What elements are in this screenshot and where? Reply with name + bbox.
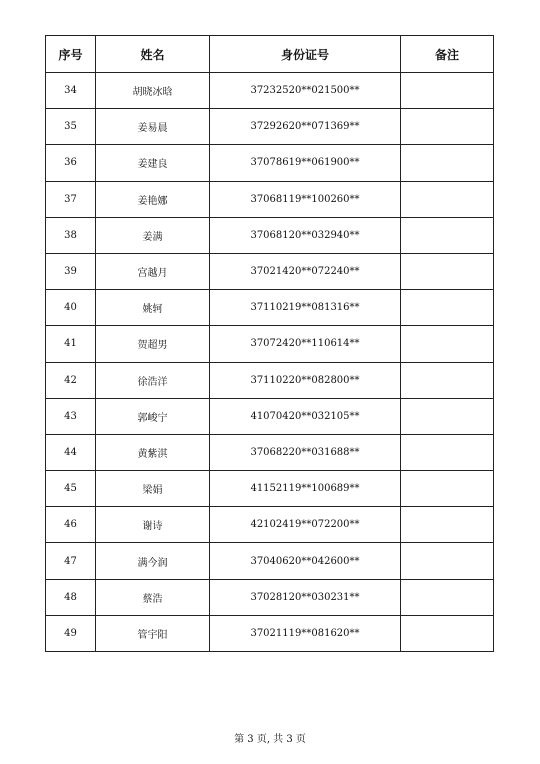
cell-serial-number: 35	[46, 109, 96, 145]
cell-id-number: 37078619**061900**	[210, 145, 401, 181]
cell-remarks	[401, 507, 494, 543]
cell-id-number: 37292620**071369**	[210, 109, 401, 145]
table-row	[46, 253, 494, 289]
table-row	[46, 326, 494, 362]
roster-table	[45, 35, 494, 652]
cell-remarks	[401, 109, 494, 145]
table-row	[46, 73, 494, 109]
cell-name: 徐浩洋	[96, 362, 210, 398]
cell-id-number: 42102419**072200**	[210, 507, 401, 543]
header-id-number: 身份证号	[210, 36, 401, 73]
cell-serial-number: 40	[46, 290, 96, 326]
cell-remarks	[401, 217, 494, 253]
cell-serial-number: 45	[46, 471, 96, 507]
table-row	[46, 398, 494, 434]
cell-name: 谢诗	[96, 507, 210, 543]
cell-remarks	[401, 434, 494, 470]
cell-serial-number: 37	[46, 181, 96, 217]
cell-name: 梁娟	[96, 471, 210, 507]
cell-id-number: 37068119**100260**	[210, 181, 401, 217]
cell-remarks	[401, 471, 494, 507]
header-remarks: 备注	[401, 36, 494, 73]
cell-id-number: 37072420**110614**	[210, 326, 401, 362]
cell-remarks	[401, 398, 494, 434]
cell-remarks	[401, 326, 494, 362]
table-row	[46, 615, 494, 651]
cell-remarks	[401, 290, 494, 326]
cell-remarks	[401, 615, 494, 651]
cell-name: 姜易晨	[96, 109, 210, 145]
cell-remarks	[401, 145, 494, 181]
cell-name: 姜建良	[96, 145, 210, 181]
cell-name: 黄紫淇	[96, 434, 210, 470]
cell-id-number: 37232520**021500**	[210, 73, 401, 109]
table-body	[46, 73, 494, 652]
cell-serial-number: 39	[46, 253, 96, 289]
cell-id-number: 37110220**082800**	[210, 362, 401, 398]
table-row	[46, 434, 494, 470]
table-row	[46, 579, 494, 615]
cell-id-number: 41070420**032105**	[210, 398, 401, 434]
cell-remarks	[401, 253, 494, 289]
cell-name: 姜满	[96, 217, 210, 253]
cell-serial-number: 44	[46, 434, 96, 470]
table-row	[46, 181, 494, 217]
cell-serial-number: 41	[46, 326, 96, 362]
cell-id-number: 37021420**072240**	[210, 253, 401, 289]
table-row	[46, 543, 494, 579]
table-row	[46, 145, 494, 181]
cell-serial-number: 48	[46, 579, 96, 615]
cell-serial-number: 36	[46, 145, 96, 181]
cell-remarks	[401, 362, 494, 398]
cell-serial-number: 46	[46, 507, 96, 543]
cell-name: 满今润	[96, 543, 210, 579]
header-serial-number: 序号	[46, 36, 96, 73]
cell-serial-number: 42	[46, 362, 96, 398]
table-row	[46, 109, 494, 145]
cell-id-number: 37068120**032940**	[210, 217, 401, 253]
cell-serial-number: 43	[46, 398, 96, 434]
cell-remarks	[401, 579, 494, 615]
cell-name: 贺超男	[96, 326, 210, 362]
cell-name: 胡晓冰晗	[96, 73, 210, 109]
cell-serial-number: 49	[46, 615, 96, 651]
cell-name: 姚轲	[96, 290, 210, 326]
table-row	[46, 362, 494, 398]
table-row	[46, 507, 494, 543]
cell-serial-number: 47	[46, 543, 96, 579]
cell-serial-number: 34	[46, 73, 96, 109]
table-row	[46, 290, 494, 326]
cell-remarks	[401, 73, 494, 109]
cell-name: 姜艳娜	[96, 181, 210, 217]
cell-id-number: 41152119**100689**	[210, 471, 401, 507]
cell-id-number: 37068220**031688**	[210, 434, 401, 470]
cell-id-number: 37028120**030231**	[210, 579, 401, 615]
cell-id-number: 37021119**081620**	[210, 615, 401, 651]
table-header-row	[46, 36, 494, 73]
header-name: 姓名	[96, 36, 210, 73]
cell-remarks	[401, 181, 494, 217]
cell-id-number: 37110219**081316**	[210, 290, 401, 326]
table-row	[46, 471, 494, 507]
cell-remarks	[401, 543, 494, 579]
cell-name: 蔡浩	[96, 579, 210, 615]
page-footer: 第 3 页, 共 3 页	[234, 734, 306, 745]
cell-id-number: 37040620**042600**	[210, 543, 401, 579]
cell-name: 宫越月	[96, 253, 210, 289]
cell-name: 管宇阳	[96, 615, 210, 651]
table-row	[46, 217, 494, 253]
cell-serial-number: 38	[46, 217, 96, 253]
cell-name: 郭峻宁	[96, 398, 210, 434]
